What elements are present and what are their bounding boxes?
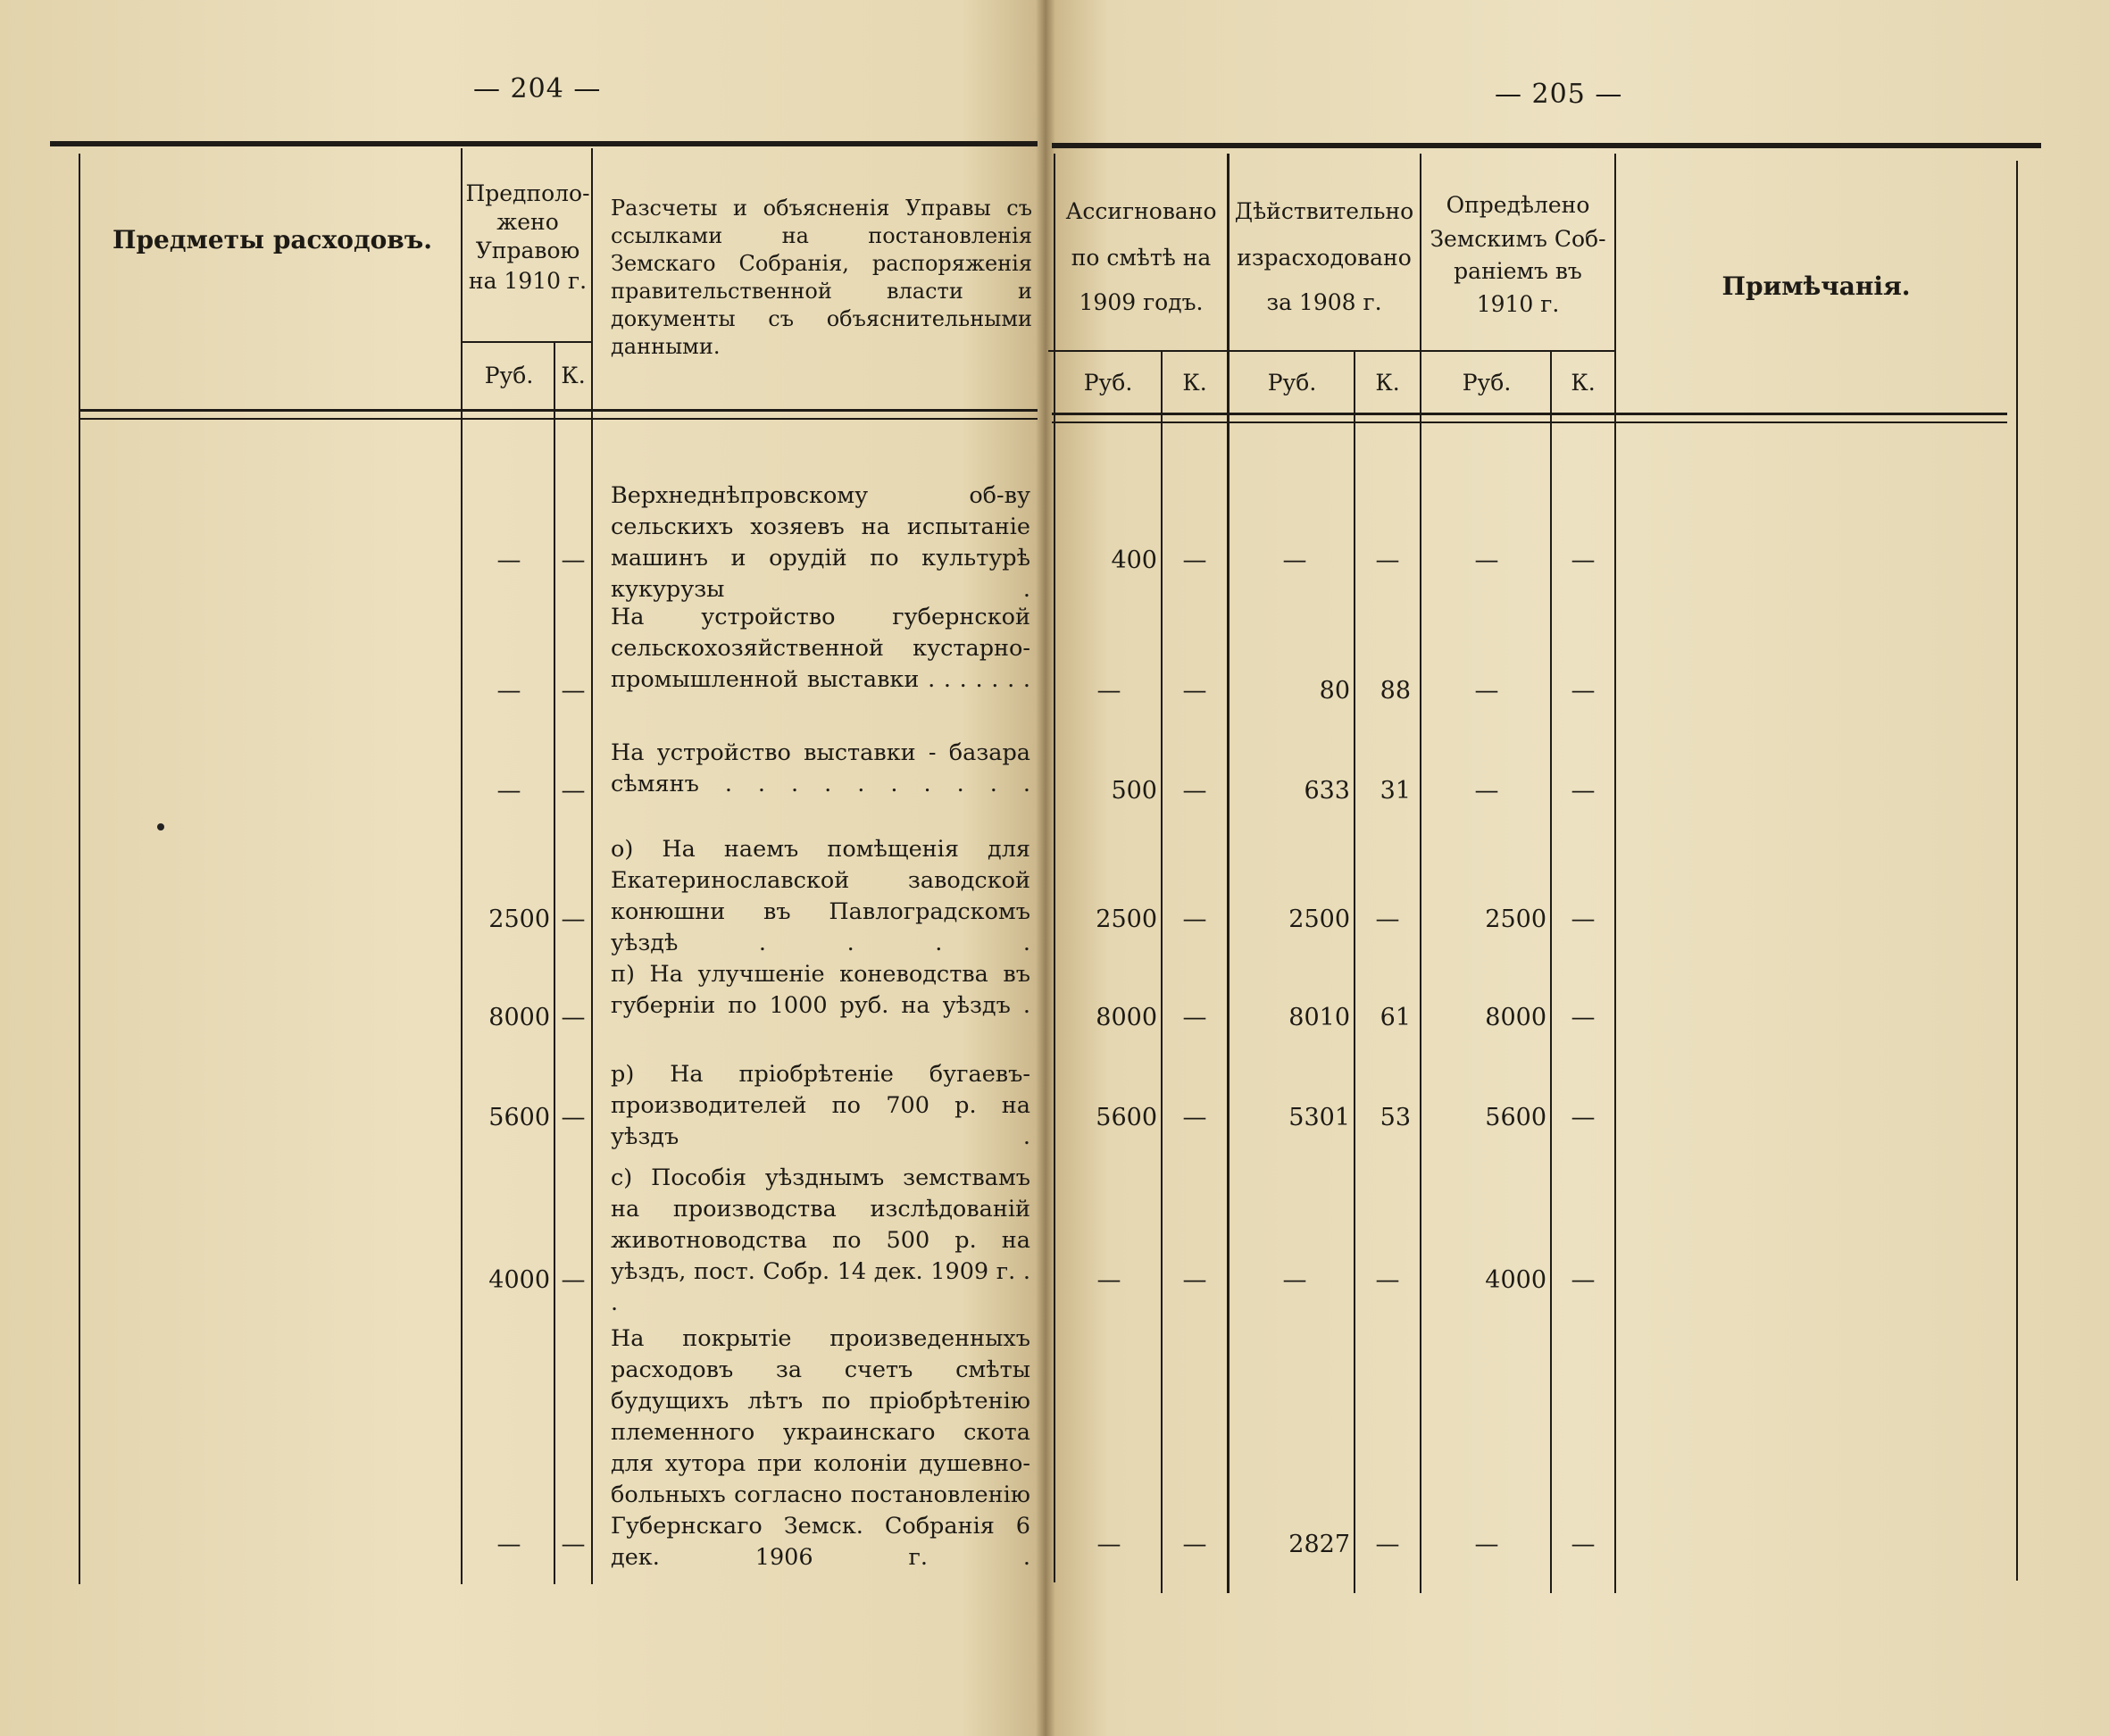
row-7-text-content: На покрытіе произведенныхъ расходовъ за счетъ смѣты будущихъ лѣтъ по пріобрѣтенію племенного украинскаго скота для хутора при колоніи душевно-больныхъ согласно постановленію Губернскаго Земск. Собранія 6 дек. 1906 г. . xyxy=(611,1325,1030,1571)
row-7-actual-rub: 2827 xyxy=(1288,1531,1350,1558)
row-1-text-content: На устройство губернской сельскохозяйственной кустарно-промышленной выставки . . . . . . . xyxy=(611,604,1030,693)
top-rule-left xyxy=(50,141,1038,146)
header-proposed xyxy=(463,179,593,296)
vline-proposed-left xyxy=(461,148,463,1584)
row-0-determined-rub: — xyxy=(1474,547,1499,574)
header-determined-line3: раніемъ въ xyxy=(1454,258,1582,284)
row-5-text-content: р) На пріобрѣтеніе бугаевъ-производителей по 700 р. на уѣздъ . xyxy=(611,1061,1030,1150)
row-1-proposed-kop: — xyxy=(561,677,586,705)
row-1-assigned-kop: — xyxy=(1182,677,1207,705)
row-2-actual-rub: 633 xyxy=(1304,777,1350,805)
row-4-text-content: п) На улучшеніе коневодства въ губерніи по 1000 руб. на уѣздъ . xyxy=(611,961,1030,1019)
row-4-proposed-kop: — xyxy=(561,1004,586,1031)
header-determined-kop: К. xyxy=(1571,370,1596,396)
header-proposed-rub: Руб. xyxy=(484,363,534,388)
row-2-determined-kop: — xyxy=(1571,777,1596,805)
vline-assigned-kop xyxy=(1161,352,1163,1593)
vline-actual-kop xyxy=(1354,352,1355,1593)
subheader-rule-proposed xyxy=(461,341,591,343)
row-6-assigned-kop: — xyxy=(1182,1266,1207,1294)
subheader-rule-right xyxy=(1048,350,1616,352)
row-1-determined-rub: — xyxy=(1474,677,1499,705)
header-actual-line1: Дѣйствительно xyxy=(1234,198,1414,224)
header-proposed-line3: Управою xyxy=(475,238,580,263)
header-determined-line2: Земскимъ Соб- xyxy=(1430,226,1606,252)
row-5-assigned-kop: — xyxy=(1182,1104,1207,1131)
row-4-determined-kop: — xyxy=(1571,1004,1596,1031)
row-7-determined-kop: — xyxy=(1571,1531,1596,1558)
row-0-proposed-rub: — xyxy=(496,547,521,574)
row-2-text xyxy=(611,738,1030,800)
book-gutter xyxy=(1036,0,1055,1736)
row-7-determined-rub: — xyxy=(1474,1531,1499,1558)
row-4-text xyxy=(611,959,1030,1022)
row-3-assigned-kop: — xyxy=(1182,906,1207,933)
row-2-actual-kop: 31 xyxy=(1380,777,1411,805)
header-proposed-line2: жено xyxy=(496,209,559,235)
row-6-assigned-rub: — xyxy=(1096,1266,1121,1294)
header-rule-right-a xyxy=(1052,413,2007,415)
row-5-actual-kop: 53 xyxy=(1380,1104,1411,1131)
row-2-text-content: На устройство выставки - базара сѣмянъ . . . . . . . . . . xyxy=(611,739,1030,797)
page-number-right: — 205 — xyxy=(1495,79,1623,110)
row-6-actual-kop: — xyxy=(1375,1266,1400,1294)
row-5-assigned-rub: 5600 xyxy=(1096,1104,1157,1131)
row-0-assigned-kop: — xyxy=(1182,547,1207,574)
page-dot-mark xyxy=(157,823,164,830)
row-3-text xyxy=(611,834,1030,959)
header-rule-right-b xyxy=(1052,421,2007,423)
vline-actual-right xyxy=(1420,154,1421,1593)
vline-assigned-right xyxy=(1227,154,1230,1593)
row-2-assigned-kop: — xyxy=(1182,777,1207,805)
header-calculations-text: Разсчеты и объясненія Управы съ ссылками на постановленія Земскаго Собранія, распоряженія правительственной власти и документы съ объяснительными данными. xyxy=(611,196,1032,359)
row-3-actual-kop: — xyxy=(1375,906,1400,933)
row-5-determined-kop: — xyxy=(1571,1104,1596,1131)
row-6-text xyxy=(611,1163,1030,1319)
row-0-actual-rub: — xyxy=(1282,547,1307,574)
row-7-assigned-kop: — xyxy=(1182,1531,1207,1558)
header-proposed-line1: Предполо- xyxy=(465,180,590,206)
header-rule-left-a xyxy=(80,409,1038,412)
row-4-actual-rub: 8010 xyxy=(1288,1004,1350,1031)
row-3-proposed-rub: 2500 xyxy=(488,906,550,933)
row-3-text-content: о) На наемъ помѣщенія для Екатеринославской заводской конюшни въ Павлоградскомъ уѣздѣ . . . . xyxy=(611,836,1030,956)
page-number-left: — 204 — xyxy=(473,73,602,104)
header-assigned-line2: по смѣтѣ на xyxy=(1071,245,1212,271)
row-5-proposed-kop: — xyxy=(561,1104,586,1131)
vline-left-edge xyxy=(79,154,80,1584)
header-assigned-rub: Руб. xyxy=(1083,370,1133,396)
row-0-text-content: Верхнеднѣпровскому об-ву сельскихъ хозяевъ на испытаніе машинъ и орудій по культурѣ кукурузы . xyxy=(611,482,1030,603)
row-1-determined-kop: — xyxy=(1571,677,1596,705)
row-3-actual-rub: 2500 xyxy=(1288,906,1350,933)
row-2-proposed-rub: — xyxy=(496,777,521,805)
row-3-proposed-kop: — xyxy=(561,906,586,933)
row-4-assigned-rub: 8000 xyxy=(1096,1004,1157,1031)
header-assigned xyxy=(1055,188,1227,325)
header-actual-line3: за 1908 г. xyxy=(1266,289,1382,315)
header-notes: Примѣчанія. xyxy=(1721,271,1911,301)
row-5-proposed-rub: 5600 xyxy=(488,1104,550,1131)
row-0-assigned-rub: 400 xyxy=(1111,547,1157,574)
header-subjects: Предметы расходовъ. xyxy=(113,225,432,255)
vline-determined-right xyxy=(1614,154,1616,1593)
header-determined-rub: Руб. xyxy=(1462,370,1512,396)
header-determined-line1: Опредѣлено xyxy=(1446,192,1590,218)
row-3-assigned-rub: 2500 xyxy=(1096,906,1157,933)
row-5-actual-rub: 5301 xyxy=(1288,1104,1350,1131)
header-determined xyxy=(1421,188,1614,321)
header-determined-line4: 1910 г. xyxy=(1476,291,1560,317)
row-5-determined-rub: 5600 xyxy=(1485,1104,1546,1131)
row-1-actual-kop: 88 xyxy=(1380,677,1411,705)
row-1-proposed-rub: — xyxy=(496,677,521,705)
header-actual-kop: К. xyxy=(1375,370,1400,396)
header-proposed-line4: на 1910 г. xyxy=(468,268,588,294)
row-4-actual-kop: 61 xyxy=(1380,1004,1411,1031)
row-5-text xyxy=(611,1059,1030,1153)
header-rule-left-b xyxy=(80,418,1038,420)
row-6-actual-rub: — xyxy=(1282,1266,1307,1294)
header-assigned-line3: 1909 годъ. xyxy=(1079,289,1204,315)
vline-proposed-kop xyxy=(554,343,555,1584)
row-7-proposed-rub: — xyxy=(496,1531,521,1558)
row-3-determined-kop: — xyxy=(1571,906,1596,933)
row-6-determined-rub: 4000 xyxy=(1485,1266,1546,1294)
row-0-determined-kop: — xyxy=(1571,547,1596,574)
row-1-text xyxy=(611,602,1030,696)
row-7-text xyxy=(611,1323,1030,1573)
row-7-assigned-rub: — xyxy=(1096,1531,1121,1558)
row-0-text xyxy=(611,480,1030,605)
header-actual xyxy=(1229,188,1420,325)
row-1-assigned-rub: — xyxy=(1096,677,1121,705)
row-2-assigned-rub: 500 xyxy=(1111,777,1157,805)
header-actual-rub: Руб. xyxy=(1267,370,1317,396)
header-assigned-kop: К. xyxy=(1182,370,1207,396)
row-3-determined-rub: 2500 xyxy=(1485,906,1546,933)
header-calculations xyxy=(611,195,1032,361)
vline-determined-kop xyxy=(1550,352,1552,1593)
row-4-determined-rub: 8000 xyxy=(1485,1004,1546,1031)
row-6-proposed-kop: — xyxy=(561,1266,586,1294)
top-rule-right xyxy=(1052,143,2041,148)
row-2-proposed-kop: — xyxy=(561,777,586,805)
vline-proposed-right xyxy=(591,148,593,1584)
vline-notes-right xyxy=(2016,161,2018,1581)
header-actual-line2: израсходовано xyxy=(1237,245,1412,271)
vline-right-edge xyxy=(1054,154,1055,1582)
row-1-actual-rub: 80 xyxy=(1319,677,1350,705)
row-7-actual-kop: — xyxy=(1375,1531,1400,1558)
row-6-text-content: с) Пособія уѣзднымъ земствамъ на производства изслѣдованій животноводства по 500 р. на уѣздъ, пост. Собр. 14 дек. 1909 г. . . xyxy=(611,1164,1030,1316)
row-6-proposed-rub: 4000 xyxy=(488,1266,550,1294)
row-4-assigned-kop: — xyxy=(1182,1004,1207,1031)
row-4-proposed-rub: 8000 xyxy=(488,1004,550,1031)
row-2-determined-rub: — xyxy=(1474,777,1499,805)
row-6-determined-kop: — xyxy=(1571,1266,1596,1294)
row-0-proposed-kop: — xyxy=(561,547,586,574)
header-proposed-kop: К. xyxy=(561,363,586,388)
row-0-actual-kop: — xyxy=(1375,547,1400,574)
header-assigned-line1: Ассигновано xyxy=(1065,198,1217,224)
row-7-proposed-kop: — xyxy=(561,1531,586,1558)
